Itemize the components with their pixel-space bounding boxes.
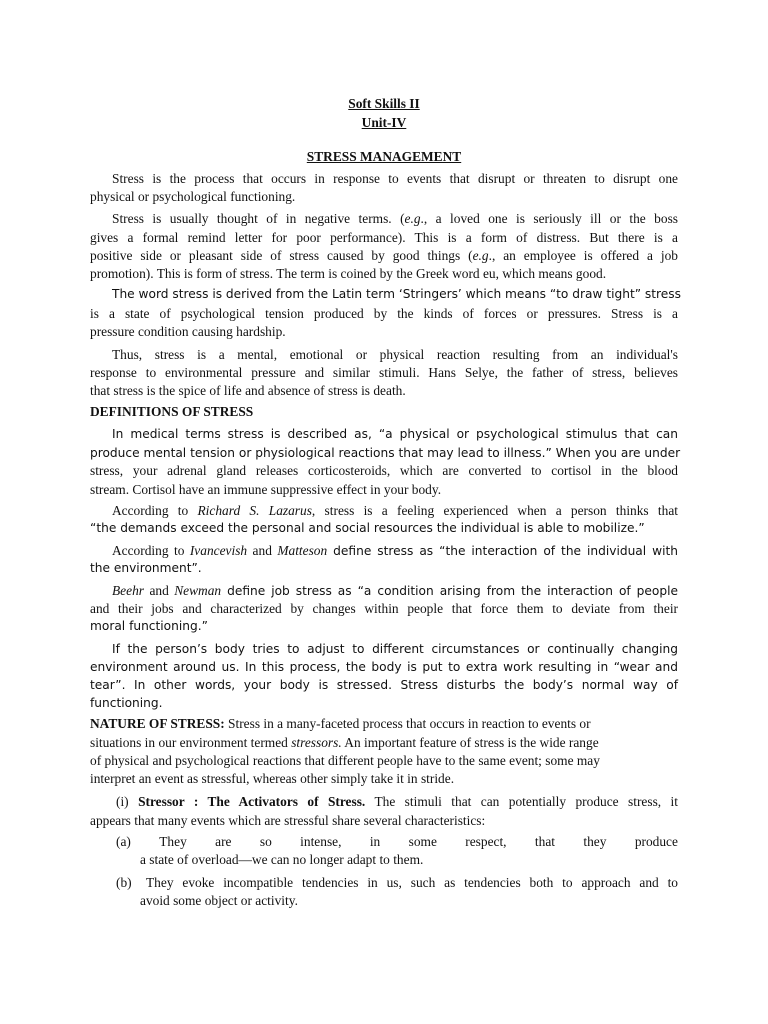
body-line: NATURE OF STRESS: Stress in a many-faceted process that occurs in reaction to events or: [90, 716, 591, 731]
unit-title: Unit-IV: [361, 115, 407, 130]
body-line: moral functioning.”: [90, 619, 208, 633]
body-line: Stress is the process that occurs in response to events that disrupt or threaten to disrupt one: [112, 171, 678, 186]
body-line: Beehr and Newman define job stress as “a condition arising from the interaction of people: [112, 583, 678, 598]
body-line: functioning.: [90, 696, 163, 710]
body-line: situations in our environment termed stressors. An important feature of stress is the wide range: [90, 735, 599, 750]
list-item-continuation: avoid some object or activity.: [140, 893, 298, 908]
body-line: stress, your adrenal gland releases corticosteroids, which are converted to cortisol in the blood: [90, 463, 678, 478]
body-line: gives a formal remind letter for poor performance). This is a form of distress. But there is a: [90, 230, 678, 245]
body-line: of physical and psychological reactions that different people have to the same event; some may: [90, 753, 600, 768]
body-line: positive side or pleasant side of stress caused by good things (e.g., an employee is offered a job: [90, 248, 678, 263]
body-line: produce mental tension or physiological reactions that may lead to illness.” When you are under: [90, 446, 681, 460]
body-line: response to environmental pressure and similar stimuli. Hans Selye, the father of stress, believes: [90, 365, 678, 380]
body-line: According to Richard S. Lazarus, stress is a feeling experienced when a person thinks that: [112, 503, 678, 518]
section-title: STRESS MANAGEMENT: [306, 149, 462, 164]
body-line: “the demands exceed the personal and social resources the individual is able to mobilize.”: [90, 521, 645, 535]
body-line: Thus, stress is a mental, emotional or physical reaction resulting from an individual's: [112, 347, 678, 362]
nature-heading: NATURE OF STRESS:: [90, 716, 225, 731]
list-item: (a) They are so intense, in some respect, that they produce: [116, 834, 678, 849]
body-line: pressure condition causing hardship.: [90, 324, 286, 339]
body-line: appears that many events which are stressful share several characteristics:: [90, 813, 486, 828]
body-line: The word stress is derived from the Latin term ‘Stringers’ which means “to draw tight” stress: [112, 287, 681, 301]
list-item: (b) They evoke incompatible tendencies in us, such as tendencies both to approach and to: [116, 875, 678, 890]
course-title: Soft Skills II: [348, 96, 420, 111]
body-line: tear”. In other words, your body is stressed. Stress disturbs the body’s normal way of: [90, 678, 678, 692]
definitions-heading: DEFINITIONS OF STRESS: [90, 404, 254, 419]
body-line: stream. Cortisol have an immune suppressive effect in your body.: [90, 482, 442, 497]
body-line: interpret an event as stressful, whereas other simply take it in stride.: [90, 771, 455, 786]
body-line: the environment”.: [90, 561, 202, 575]
body-line: environment around us. In this process, the body is put to extra work resulting in “wear and: [90, 660, 678, 674]
body-line: According to Ivancevish and Matteson define stress as “the interaction of the individual with: [112, 543, 678, 558]
body-line: physical or psychological functioning.: [90, 189, 296, 204]
body-line: Stress is usually thought of in negative terms. (e.g., a loved one is seriously ill or the boss: [112, 211, 678, 226]
body-line: If the person’s body tries to adjust to different circumstances or continually changing: [112, 642, 678, 656]
body-line: promotion). This is form of stress. The term is coined by the Greek word eu, which means good.: [90, 266, 607, 281]
body-line: is a state of psychological tension produced by the kinds of forces or pressures. Stress is a: [90, 306, 678, 321]
body-line: that stress is the spice of life and absence of stress is death.: [90, 383, 406, 398]
body-line: and their jobs and characterized by changes within people that force them to deviate from their: [90, 601, 678, 616]
list-item-continuation: a state of overload—we can no longer adapt to them.: [140, 852, 424, 867]
body-line: (i) Stressor : The Activators of Stress. The stimuli that can potentially produce stress, it: [116, 794, 678, 809]
body-line: In medical terms stress is described as, “a physical or psychological stimulus that can: [112, 427, 678, 441]
